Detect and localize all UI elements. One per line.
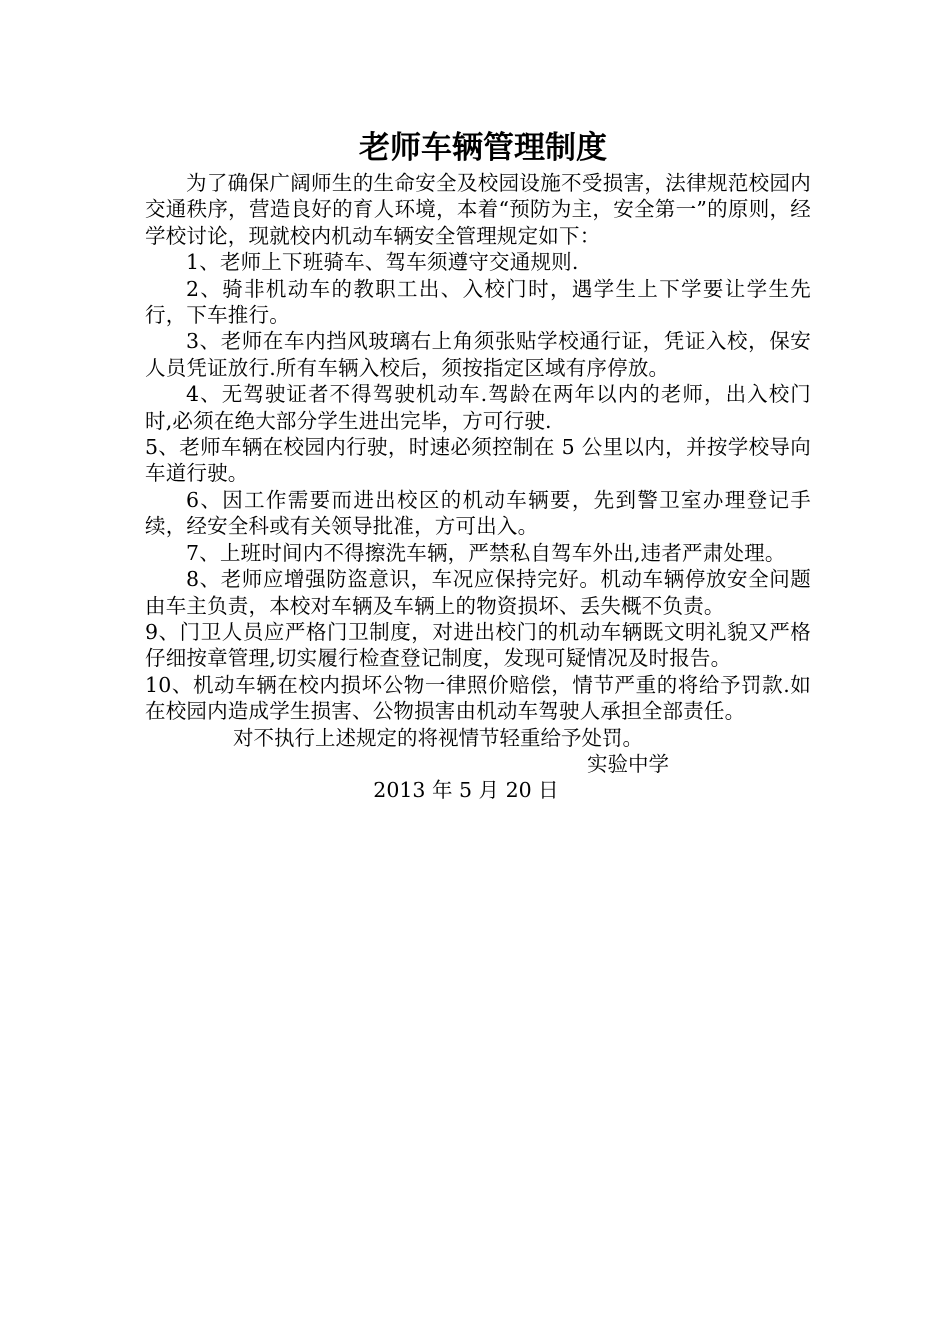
- rule-item-3: 3、老师在车内挡风玻璃右上角须张贴学校通行证，凭证入校，保安人员凭证放行.所有车辆入校后，须按指定区域有序停放。: [145, 329, 811, 380]
- closing-statement: 对不执行上述规定的将视情节轻重给予处罚。: [233, 725, 643, 750]
- rule-item-4: 4、无驾驶证者不得驾驶机动车.驾龄在两年以内的老师，出入校门时,必须在绝大部分学生进出完毕，方可行驶.: [145, 382, 811, 433]
- document-title: 老师车辆管理制度: [359, 130, 607, 166]
- document-body: [145, 126, 811, 804]
- signature-date: 2013 年 5 月 20 日: [373, 778, 559, 803]
- rule-item-6: 6、因工作需要而进出校区的机动车辆要，先到警卫室办理登记手续，经安全科或有关领导批准，方可出入。: [145, 487, 811, 539]
- signature-school: 实验中学: [587, 751, 669, 776]
- rule-item-8: 8、老师应增强防盗意识，车况应保持完好。机动车辆停放安全问题由车主负责，本校对车辆及车辆上的物资损坏、丢失概不负责。: [145, 567, 811, 618]
- rule-item-7: 7、上班时间内不得擦洗车辆，严禁私自驾车外出,违者严肃处理。: [186, 540, 786, 565]
- intro-paragraph: 为了确保广阔师生的生命安全及校园设施不受损害，法律规范校园内交通秩序，营造良好的育人环境，本着“预防为主，安全第一”的原则，经学校讨论，现就校内机动车辆安全管理规定如下：: [145, 171, 811, 248]
- rule-item-9: 9、门卫人员应严格门卫制度，对进出校门的机动车辆既文明礼貌又严格仔细按章管理,切实履行检查登记制度，发现可疑情况及时报告。: [145, 619, 811, 671]
- rule-item-1: 1、老师上下班骑车、驾车须遵守交通规则.: [186, 250, 579, 275]
- rule-item-2: 2、骑非机动车的教职工出、入校门时，遇学生上下学要让学生先行，下车推行。: [145, 276, 811, 328]
- rule-item-5: 5、老师车辆在校园内行驶，时速必须控制在 5 公里以内，并按学校导向车道行驶。: [145, 435, 811, 486]
- rule-item-10: 10、机动车辆在校内损坏公物一律照价赔偿，情节严重的将给予罚款.如在校园内造成学生损害、公物损害由机动车驾驶人承担全部责任。: [145, 672, 811, 724]
